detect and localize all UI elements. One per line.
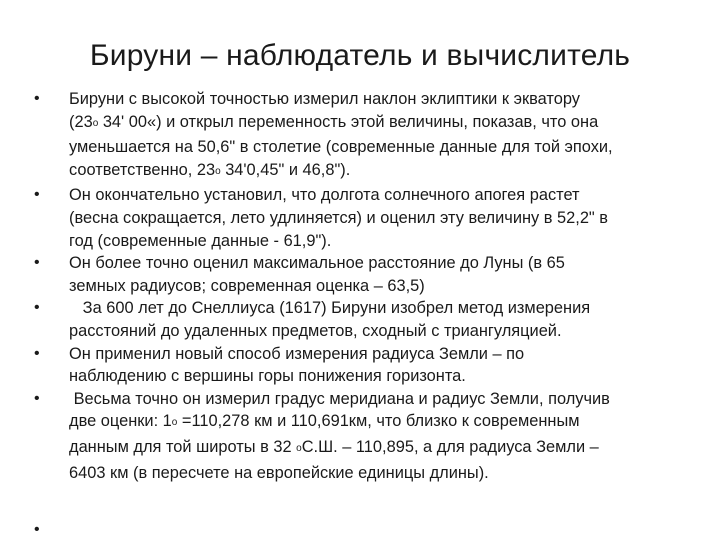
bullet-item xyxy=(34,343,694,388)
bullet-text xyxy=(69,252,694,297)
bullet-text-part: =110,278 км и 110,691км, что близко к современным данным для той широты в 32 xyxy=(69,412,580,456)
slide-title: Бируни – наблюдатель и вычислитель xyxy=(89,39,631,72)
degree-mark: o xyxy=(171,417,178,429)
bullet-item xyxy=(34,184,694,252)
bullet-item xyxy=(34,88,694,184)
bullet-marker: • xyxy=(34,299,40,317)
bullet-text-part: За 600 лет до Снеллиуса (1617) Бируни изобрел метод измерения расстояний до удаленных предметов, сходный с триангуляцией. xyxy=(69,299,591,340)
bullet-text xyxy=(69,388,694,484)
bullet-text-part: 34'0,45" и 46,8"). xyxy=(220,160,351,179)
bullet-text-part: 34' 00«) и открыл переменность этой величины, показав, что она уменьшается на 50,6" в столетие (современные данные для той эпохи, соответственно, 23 xyxy=(69,112,613,179)
bullet-item xyxy=(34,388,694,484)
bullet-marker: • xyxy=(34,90,40,107)
degree-mark: o xyxy=(92,117,99,129)
bullet-marker: • xyxy=(34,254,40,272)
bullet-text-part: Он более точно оценил максимальное расстояние до Луны (в 65 земных радиусов; современная оценка – 63,5) xyxy=(69,254,565,295)
degree-mark: o xyxy=(296,442,302,454)
bullet-list xyxy=(34,88,694,484)
bullet-text-part: Он применил новый способ измерения радиуса Земли – по наблюдению с вершины горы понижения горизонта. xyxy=(69,344,525,386)
bullet-text xyxy=(69,88,694,184)
degree-mark: o xyxy=(215,165,221,177)
bullet-text-part: Весьма точно он измерил градус меридиана и радиус Земли, получив две оценки: 1 xyxy=(69,389,610,431)
bullet-marker: • xyxy=(34,186,40,204)
bullet-marker: • xyxy=(34,389,40,407)
bullet-text xyxy=(69,184,694,252)
bullet-item xyxy=(34,297,694,342)
bullet-marker: • xyxy=(34,344,40,362)
bullet-item xyxy=(34,252,694,297)
bullet-text xyxy=(69,297,694,342)
bullet-text-part: Бируни с высокой точностью измерил наклон эклиптики к экватору (23 xyxy=(69,90,580,131)
bullet-text xyxy=(69,343,694,388)
empty-bullet-marker: • xyxy=(34,521,40,538)
bullet-text-part: С.Ш. – 110,895, а для радиуса Земли – 6403 км (в пересчете на европейские единицы длины). xyxy=(69,437,599,482)
bullet-text-part: Он окончательно установил, что долгота солнечного апогея растет (весна сокращается, лето удлиняется) и оценил эту величину в 52,2" в год (современные данные - 61,9"). xyxy=(69,186,609,250)
